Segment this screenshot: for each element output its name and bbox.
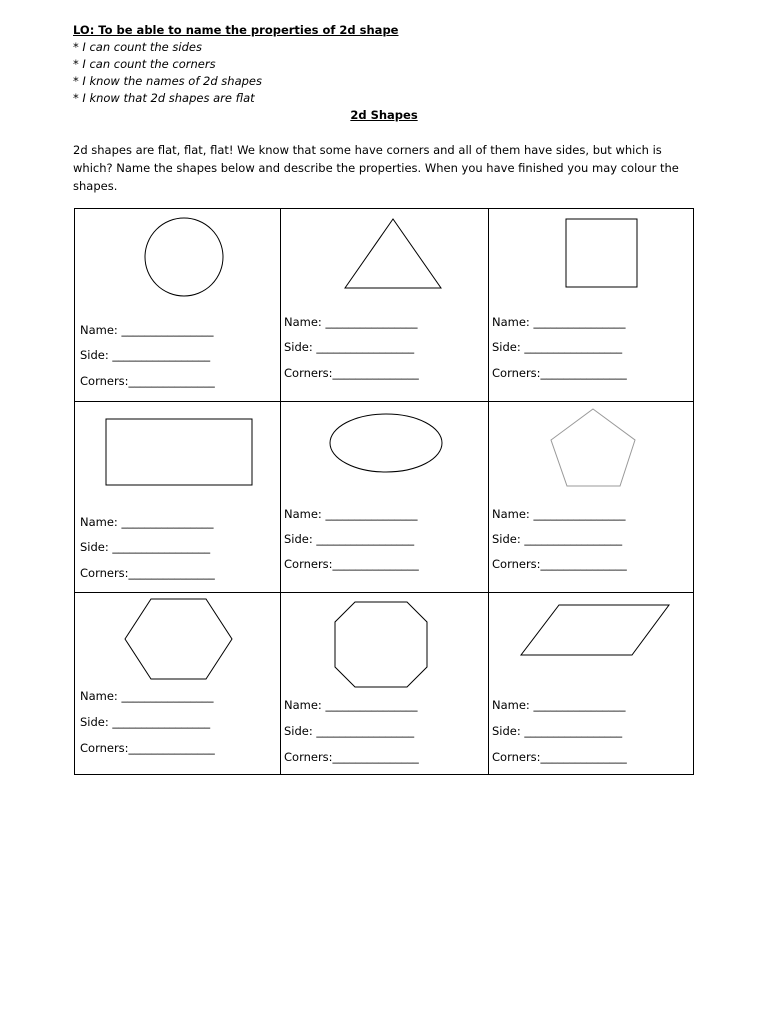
corners-field[interactable]: Corners:_______________ <box>284 750 419 764</box>
circle-shape <box>145 218 223 296</box>
name-field[interactable]: Name: ________________ <box>284 507 418 521</box>
rectangle-shape <box>106 419 252 485</box>
pentagon-shape <box>551 409 635 486</box>
corners-field[interactable]: Corners:_______________ <box>80 566 215 580</box>
name-field[interactable]: Name: ________________ <box>284 315 418 329</box>
objective-item: * I can count the corners <box>73 57 216 71</box>
square-shape <box>566 219 637 287</box>
corners-field[interactable]: Corners:_______________ <box>492 366 627 380</box>
corners-field[interactable]: Corners:_______________ <box>80 741 215 755</box>
shapes-grid <box>74 208 694 775</box>
parallelogram-shape <box>521 605 669 655</box>
name-field[interactable]: Name: ________________ <box>492 315 626 329</box>
side-field[interactable]: Side: _________________ <box>284 724 415 738</box>
corners-field[interactable]: Corners:_______________ <box>284 557 419 571</box>
name-field[interactable]: Name: ________________ <box>80 689 214 703</box>
name-field[interactable]: Name: ________________ <box>80 515 214 529</box>
corners-field[interactable]: Corners:_______________ <box>80 374 215 388</box>
side-field[interactable]: Side: _________________ <box>80 348 211 362</box>
page-heading: 2d Shapes <box>350 108 418 122</box>
side-field[interactable]: Side: _________________ <box>492 340 623 354</box>
objective-item: * I can count the sides <box>73 40 202 54</box>
name-field[interactable]: Name: ________________ <box>80 323 214 337</box>
side-field[interactable]: Side: _________________ <box>284 340 415 354</box>
objective-item: * I know the names of 2d shapes <box>73 74 262 88</box>
corners-field[interactable]: Corners:_______________ <box>492 557 627 571</box>
objective-item: * I know that 2d shapes are flat <box>73 91 255 105</box>
name-field[interactable]: Name: ________________ <box>284 698 418 712</box>
oval-shape <box>330 414 442 472</box>
side-field[interactable]: Side: _________________ <box>492 724 623 738</box>
name-field[interactable]: Name: ________________ <box>492 507 626 521</box>
triangle-shape <box>345 219 441 288</box>
lesson-objective-title: LO: To be able to name the properties of 2d shape <box>73 23 399 37</box>
side-field[interactable]: Side: _________________ <box>80 715 211 729</box>
side-field[interactable]: Side: _________________ <box>80 540 211 554</box>
side-field[interactable]: Side: _________________ <box>492 532 623 546</box>
side-field[interactable]: Side: _________________ <box>284 532 415 546</box>
corners-field[interactable]: Corners:_______________ <box>284 366 419 380</box>
name-field[interactable]: Name: ________________ <box>492 698 626 712</box>
intro-paragraph: 2d shapes are flat, flat, flat! We know that some have corners and all of them have sides, but which is which? Name the shapes below and describe the properties. When you have finished you may colour the shapes. <box>73 143 679 193</box>
octagon-shape <box>335 602 427 687</box>
corners-field[interactable]: Corners:_______________ <box>492 750 627 764</box>
hexagon-shape <box>125 599 232 679</box>
